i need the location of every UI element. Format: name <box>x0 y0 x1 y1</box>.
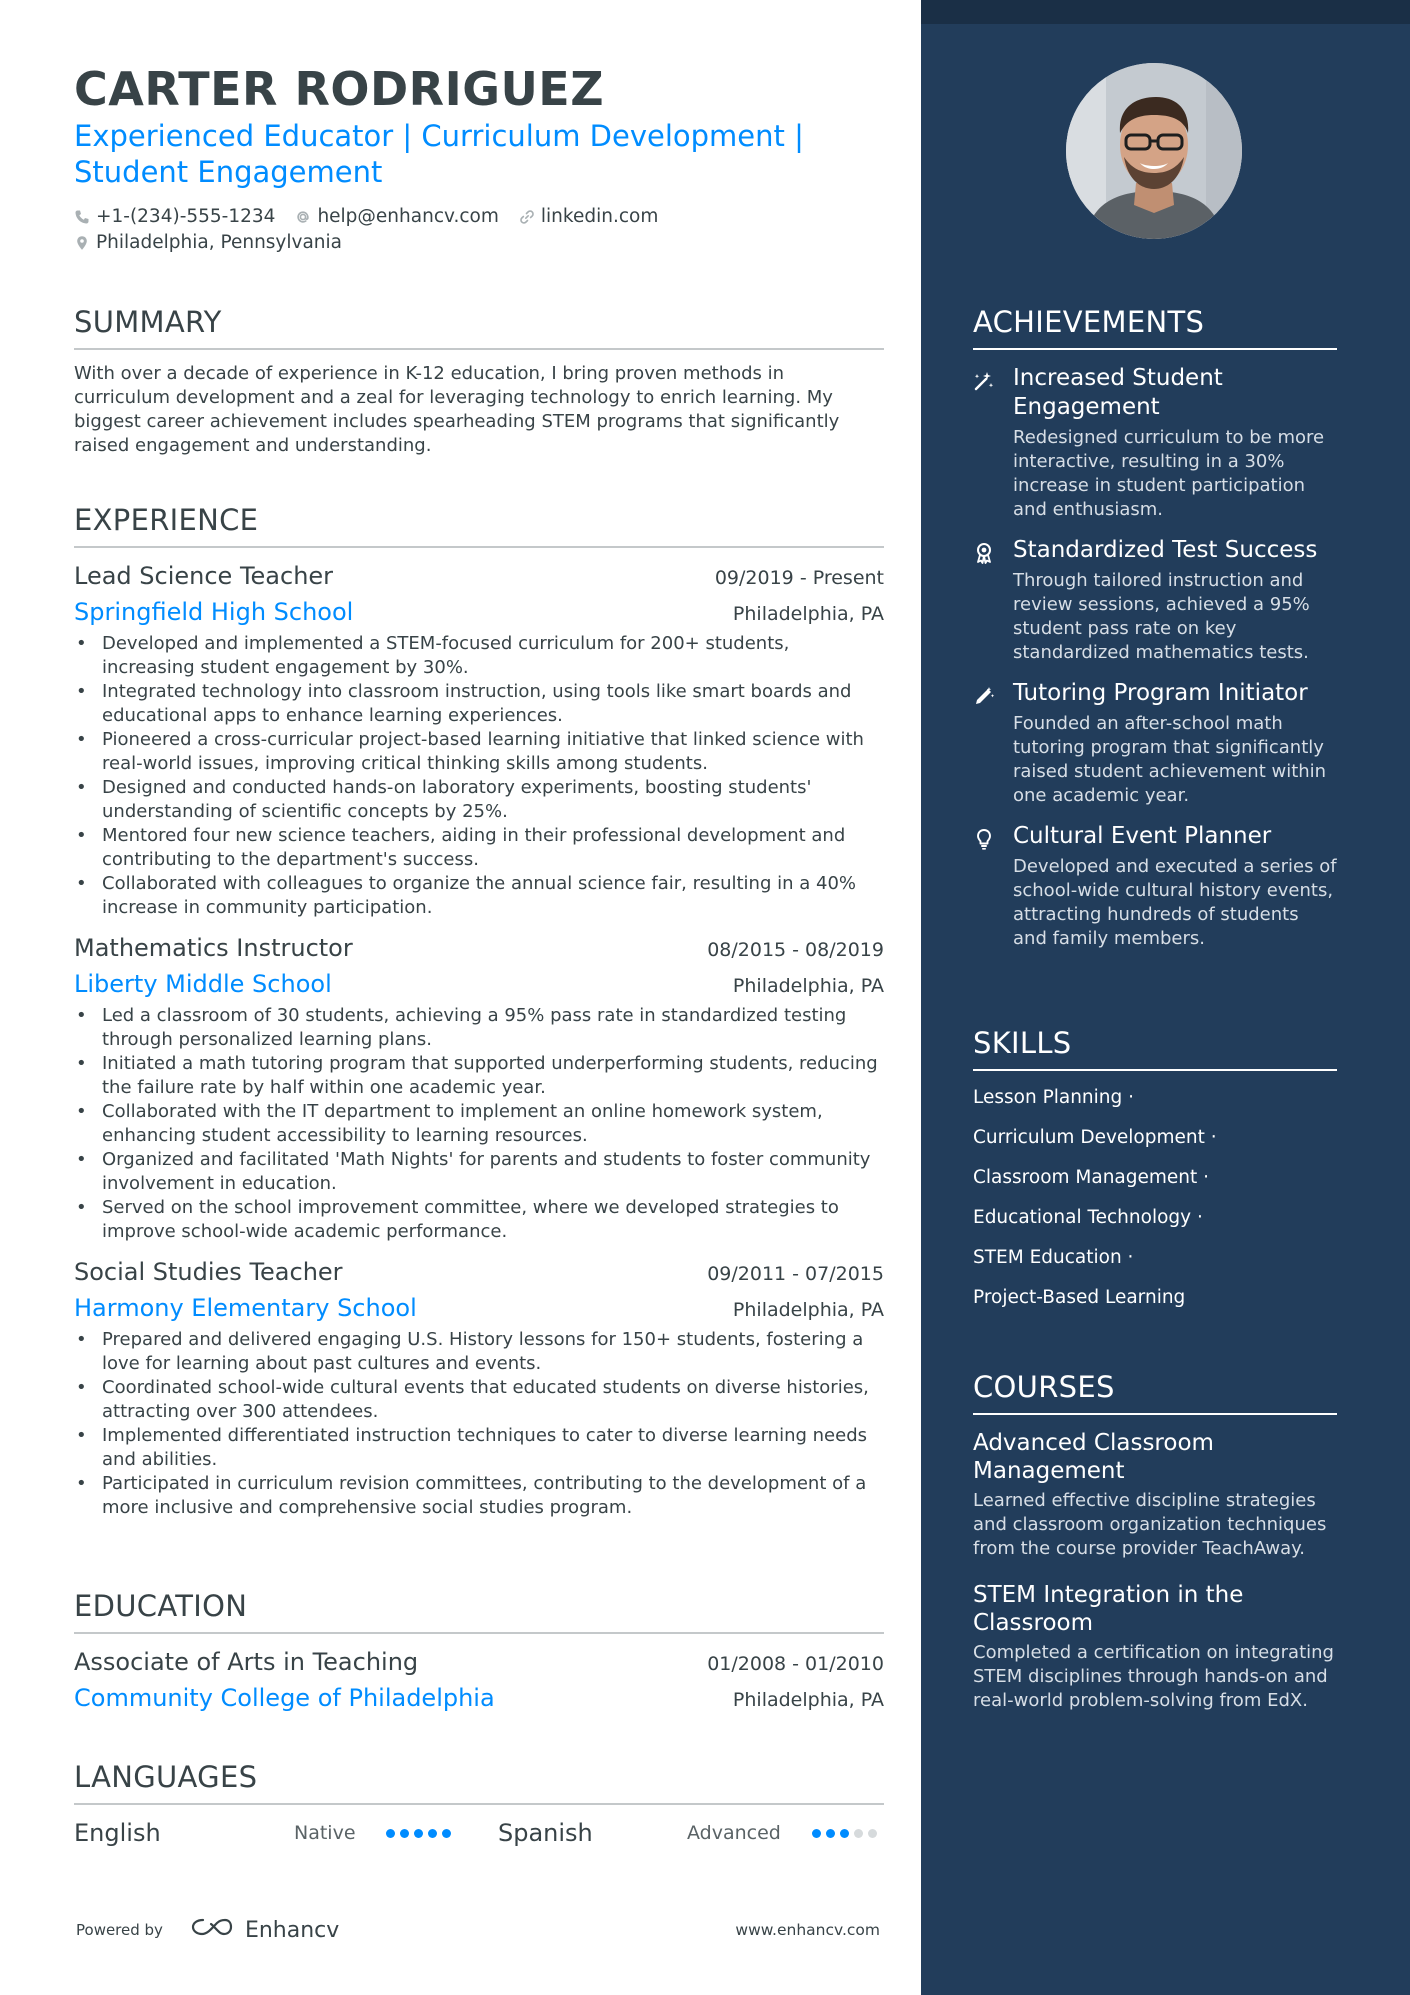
course-title: Advanced Classroom Management <box>973 1430 1214 1484</box>
job-company: Springfield High School <box>74 598 354 626</box>
course-item <box>973 1429 1337 1561</box>
profile-photo <box>1066 63 1242 239</box>
achievement-item <box>973 536 1337 665</box>
brand-logo[interactable] <box>189 1915 339 1945</box>
achievement-title: Increased Student Engagement <box>1013 365 1223 420</box>
course-item <box>973 1581 1337 1713</box>
job-dates: 08/2015 - 08/2019 <box>707 939 884 961</box>
award-medal-icon <box>973 536 1013 665</box>
bullet-item: • Led a classroom of 30 students, achieving a 95% pass rate in standardized testing through personalized learning plans. <box>74 1004 884 1052</box>
school-location: Philadelphia, PA <box>732 1689 884 1711</box>
lightbulb-icon <box>973 822 1013 951</box>
skill-item: Educational Technology · <box>973 1207 1203 1228</box>
job-location: Philadelphia, PA <box>732 975 884 997</box>
education-section <box>74 1588 884 1714</box>
bullet-item: • Designed and conducted hands-on laboratory experiments, boosting students' understanding of scientific concepts by 25%. <box>74 776 884 824</box>
achievement-item <box>973 679 1337 808</box>
footer <box>76 1915 880 1945</box>
achievement-desc: Redesigned curriculum to be more interactive, resulting in a 30% increase in student participation and enthusiasm. <box>1013 427 1325 520</box>
at-sign-icon <box>295 209 311 225</box>
skill-item: Curriculum Development · <box>973 1127 1217 1148</box>
link-icon <box>519 209 535 225</box>
rating-dot-filled <box>400 1829 409 1838</box>
achievement-item <box>973 822 1337 951</box>
job-title: Mathematics Instructor <box>74 934 353 962</box>
courses-section <box>973 1369 1337 1713</box>
bullet-item: • Organized and facilitated 'Math Nights' for parents and students to foster community involvement in education. <box>74 1148 884 1196</box>
bullet-item: • Integrated technology into classroom instruction, using tools like smart boards and educational apps to enhance learning experiences. <box>74 680 884 728</box>
language-item <box>74 1819 474 1847</box>
rating-dot-empty <box>854 1829 863 1838</box>
languages-row <box>74 1817 884 1849</box>
bullet-item: • Collaborated with the IT department to implement an online homework system, enhancing student accessibility to learning resources. <box>74 1100 884 1148</box>
course-title: STEM Integration in the Classroom <box>973 1582 1244 1636</box>
language-item <box>474 1819 884 1847</box>
location-pin-icon <box>74 235 90 251</box>
language-rating <box>386 1829 451 1838</box>
experience-title: EXPERIENCE <box>74 502 884 548</box>
achievements-title: ACHIEVEMENTS <box>973 304 1337 350</box>
skill-item: Project-Based Learning <box>973 1287 1186 1308</box>
experience-section <box>74 502 884 1520</box>
course-desc: Learned effective discipline strategies and classroom organization techniques from the course provider TeachAway. <box>973 1490 1327 1559</box>
achievement-desc: Founded an after-school math tutoring program that significantly raised student achievement within one academic year. <box>1013 713 1327 806</box>
enhancv-logo-icon <box>189 1915 235 1945</box>
rating-dot-filled <box>840 1829 849 1838</box>
bullet-item: • Collaborated with colleagues to organize the annual science fair, resulting in a 40% increase in community participation. <box>74 872 884 920</box>
achievement-desc: Developed and executed a series of school-wide cultural history events, attracting hundreds of students and family members. <box>1013 856 1337 949</box>
bullet-item: • Served on the school improvement committee, where we developed strategies to improve school-wide academic performance. <box>74 1196 884 1244</box>
location-text: Philadelphia, Pennsylvania <box>96 232 343 253</box>
education-dates: 01/2008 - 01/2010 <box>707 1653 884 1675</box>
achievements-section <box>973 304 1337 951</box>
skills-title: SKILLS <box>973 1025 1337 1071</box>
headline: Experienced Educator | Curriculum Development | Student Engagement <box>74 119 804 189</box>
achievement-title: Cultural Event Planner <box>1013 823 1272 849</box>
languages-title: LANGUAGES <box>74 1759 884 1805</box>
job-bullets <box>74 1328 884 1520</box>
job-entry <box>74 932 884 1244</box>
skill-item: Lesson Planning · <box>973 1087 1135 1108</box>
header <box>74 60 884 256</box>
language-rating <box>812 1829 877 1838</box>
job-bullets <box>74 1004 884 1244</box>
phone-text: +1-(234)-555-1234 <box>96 206 276 227</box>
phone-contact <box>74 204 275 230</box>
bullet-item: • Developed and implemented a STEM-focused curriculum for 200+ students, increasing student engagement by 30%. <box>74 632 884 680</box>
rating-dot-filled <box>428 1829 437 1838</box>
school-name: Community College of Philadelphia <box>74 1684 495 1712</box>
phone-icon <box>74 209 90 225</box>
language-level: Advanced <box>687 1822 781 1844</box>
bullet-item: • Coordinated school-wide cultural events that educated students on diverse histories, attracting over 300 attendees. <box>74 1376 884 1424</box>
site-link[interactable]: www.enhancv.com <box>735 1921 880 1939</box>
job-title: Lead Science Teacher <box>74 562 334 590</box>
job-entry <box>74 1256 884 1520</box>
rating-dot-filled <box>414 1829 423 1838</box>
sidebar <box>921 0 1410 1995</box>
skill-item: Classroom Management · <box>973 1167 1210 1188</box>
job-title: Social Studies Teacher <box>74 1258 343 1286</box>
job-dates: 09/2011 - 07/2015 <box>707 1263 884 1285</box>
job-location: Philadelphia, PA <box>732 603 884 625</box>
location-contact <box>74 230 342 256</box>
powered-by <box>76 1915 339 1945</box>
job-company: Harmony Elementary School <box>74 1294 417 1322</box>
rating-dot-filled <box>812 1829 821 1838</box>
linkedin-text: linkedin.com <box>540 206 659 227</box>
skill-item: STEM Education · <box>973 1247 1134 1268</box>
rating-dot-empty <box>868 1829 877 1838</box>
summary-title: SUMMARY <box>74 304 884 350</box>
achievement-title: Tutoring Program Initiator <box>1013 680 1308 706</box>
education-entry <box>74 1646 884 1714</box>
degree-title: Associate of Arts in Teaching <box>74 1648 419 1676</box>
skills-section <box>973 1025 1337 1311</box>
email-text: help@enhancv.com <box>317 206 499 227</box>
summary-section <box>74 304 884 458</box>
courses-title: COURSES <box>973 1369 1337 1415</box>
bullet-item: • Mentored four new science teachers, aiding in their professional development and contributing to the department's success. <box>74 824 884 872</box>
job-dates: 09/2019 - Present <box>714 567 884 589</box>
sidebar-top-band <box>921 0 1410 24</box>
bullet-item: • Pioneered a cross-curricular project-based learning initiative that linked science with real-world issues, improving critical thinking skills among students. <box>74 728 884 776</box>
course-desc: Completed a certification on integrating STEM disciplines through hands-on and real-world problem-solving from EdX. <box>973 1642 1334 1711</box>
powered-by-text: Powered by <box>76 1921 163 1939</box>
job-company: Liberty Middle School <box>74 970 332 998</box>
summary-text: With over a decade of experience in K-12 education, I bring proven methods in curriculum development and a zeal for leveraging technology to enrich learning. My biggest career achievement includes spearheading STEM programs that significantly raised engagement and understanding. <box>74 363 840 456</box>
education-title: EDUCATION <box>74 1588 884 1634</box>
pen-wand-icon <box>973 679 1013 808</box>
job-entry <box>74 560 884 920</box>
achievement-item <box>973 364 1337 522</box>
bullet-item: • Implemented differentiated instruction techniques to cater to diverse learning needs and abilities. <box>74 1424 884 1472</box>
achievement-desc: Through tailored instruction and review sessions, achieved a 95% student pass rate on key standardized mathematics tests. <box>1013 570 1310 663</box>
languages-section <box>74 1759 884 1849</box>
bullet-item: • Participated in curriculum revision committees, contributing to the development of a more inclusive and comprehensive social studies program. <box>74 1472 884 1520</box>
bullet-item: • Initiated a math tutoring program that supported underperforming students, reducing the failure rate by half within one academic year. <box>74 1052 884 1100</box>
brand-name: Enhancv <box>244 1917 340 1943</box>
rating-dot-filled <box>386 1829 395 1838</box>
job-location: Philadelphia, PA <box>732 1299 884 1321</box>
email-contact[interactable] <box>295 204 498 230</box>
contact-info <box>74 204 884 256</box>
language-name: Spanish <box>498 1819 593 1847</box>
language-level: Native <box>294 1822 356 1844</box>
bullet-item: • Prepared and delivered engaging U.S. History lessons for 150+ students, fostering a love for learning about past cultures and events. <box>74 1328 884 1376</box>
language-name: English <box>74 1819 161 1847</box>
rating-dot-filled <box>826 1829 835 1838</box>
job-bullets <box>74 632 884 920</box>
candidate-name: CARTER RODRIGUEZ <box>74 62 605 116</box>
linkedin-contact[interactable] <box>519 204 658 230</box>
magic-wand-icon <box>973 364 1013 522</box>
achievement-title: Standardized Test Success <box>1013 537 1318 563</box>
rating-dot-filled <box>442 1829 451 1838</box>
